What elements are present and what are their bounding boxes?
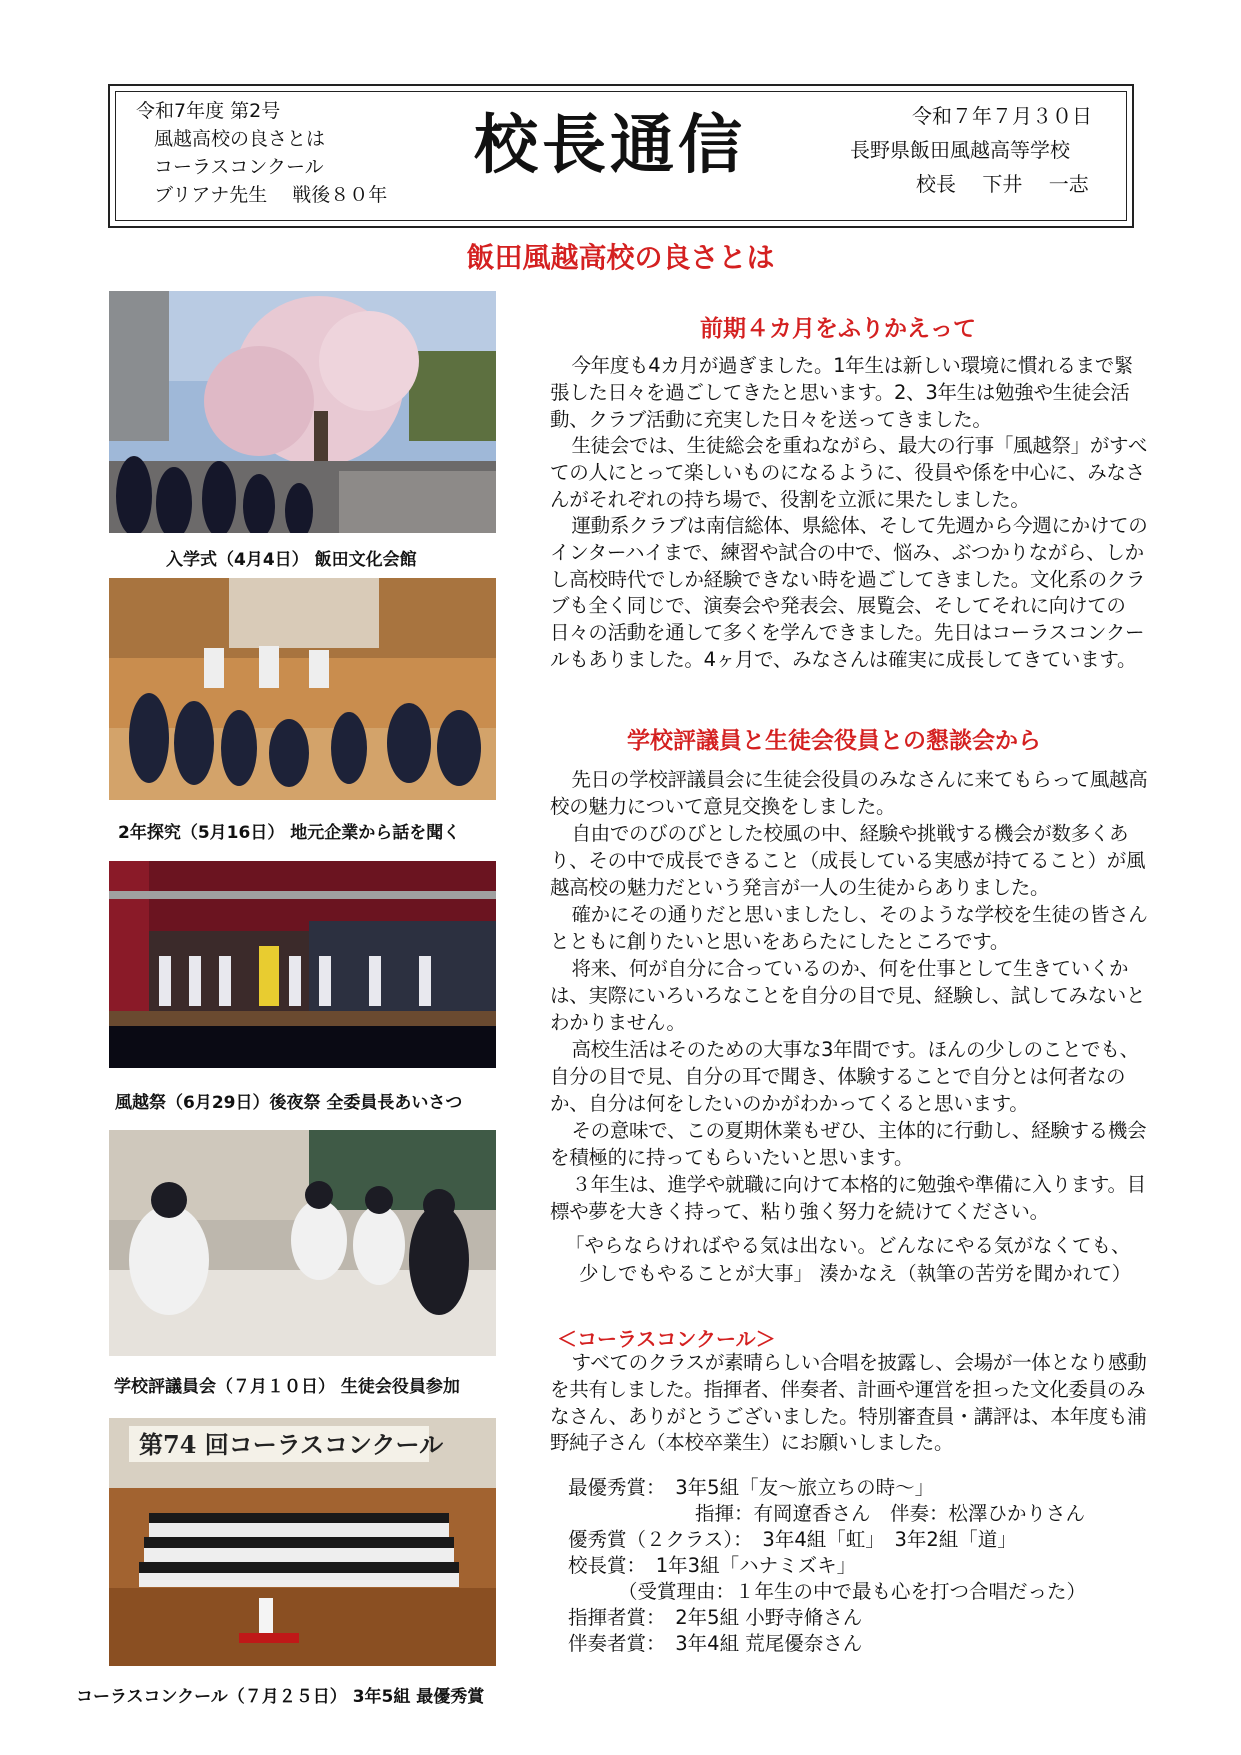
paragraph: 先日の学校評議員会に生徒会役員のみなさんに来てもらって風越高校の魅力について意見交換をしました。 <box>550 768 1148 818</box>
section-heading: 学校評議員と生徒会役員との懇談会から <box>627 728 1041 754</box>
award-line: 指揮：有岡遼香さん 伴奏：松澤ひかりさん <box>695 1502 1086 1525</box>
paragraph: すべてのクラスが素晴らしい合唱を披露し、会場が一体となり感動を共有しました。指揮者、伴奏者、計画や運営を担った文化委員のみなさん、ありがとうございました。特別審査員・講評は、本年度も浦野純子さん（本校卒業生）にお願いしました。 <box>550 1351 1147 1455</box>
photo-caption: コーラスコンクール（７月２５日） 3年5組 最優秀賞 <box>76 1687 485 1707</box>
quote-line: 少しでもやることが大事」 湊かなえ（執筆の苦労を聞かれて） <box>579 1262 1132 1285</box>
award-line: 校長賞： 1年3組「ハナミズキ」 <box>568 1554 857 1577</box>
award-line: 伴奏者賞： 3年4組 荒尾優奈さん <box>568 1632 863 1655</box>
award-line: 指揮者賞： 2年5組 小野寺脩さん <box>568 1606 863 1629</box>
chorus-heading: ＜コーラスコンクール＞ <box>557 1327 776 1351</box>
section-heading: 前期４カ月をふりかえって <box>700 316 976 342</box>
paragraph: 運動系クラブは南信総体、県総体、そして先週から今週にかけてのインターハイまで、練習や試合の中で、悩み、ぶつかりながら、しかし高校時代でしか経験できない時を過ごしてきました。文化系のクラブも全く同じで、演奏会や発表会、展覧会、そしてそれに向けての日々の活動を通して多くを学んできました。先日はコーラスコンクールもありました。4ヶ月で、みなさんは確実に成長してきています。 <box>550 514 1148 671</box>
photo-caption: 入学式（4月4日） 飯田文化会館 <box>166 550 417 570</box>
paragraph: 今年度も4カ月が過ぎました。1年生は新しい環境に慣れるまで緊張した日々を過ごしてきたと思います。2、3年生は勉強や生徒会活動、クラブ活動に充実した日々を送ってきました。 <box>550 354 1134 431</box>
issue-topic-3: ブリアナ先生 戦後８０年 <box>154 184 388 206</box>
paragraph: 将来、何が自分に合っているのか、何を仕事として生きていくかは、実際にいろいろなことを自分の目で見、経験し、試してみないとわかりません。 <box>550 957 1146 1034</box>
chorus-contest-photo <box>109 1418 496 1666</box>
award-line: 優秀賞（２クラス）： 3年4組「虹」 3年2組「道」 <box>568 1528 1017 1551</box>
paragraph: 確かにその通りだと思いましたし、そのような学校を生徒の皆さんとともに創りたいと思いをあらたにしたところです。 <box>550 903 1148 953</box>
issue-topic-1: 風越高校の良さとは <box>154 128 326 150</box>
photo-caption: 風越祭（6月29日）後夜祭 全委員長あいさつ <box>115 1093 463 1113</box>
paragraph: 生徒会では、生徒総会を重ねながら、最大の行事「風越祭」がすべての人にとって楽しいものになるように、役員や係を中心に、みなさんがそれぞれの持ち場で、役割を立派に果たしました。 <box>550 434 1148 511</box>
chorus-banner-text: 第74 回コーラスコンクール <box>139 1430 444 1459</box>
award-line: （受賞理由：１年生の中で最も心を打つ合唱だった） <box>618 1580 1087 1603</box>
newsletter-title: 校長通信 <box>474 108 746 183</box>
photo-caption: 2年探究（5月16日） 地元企業から話を聞く <box>118 823 461 843</box>
issue-topic-2: コーラスコンクール <box>154 156 324 178</box>
entrance-ceremony-photo <box>109 291 496 533</box>
council-meeting-photo <box>109 1130 496 1356</box>
inquiry-class-photo <box>109 578 496 800</box>
paragraph: その意味で、この夏期休業もぜひ、主体的に行動し、経験する機会を積極的に持ってもらいたいと思います。 <box>550 1119 1147 1169</box>
photo-caption: 学校評議員会（７月１０日） 生徒会役員参加 <box>114 1377 460 1397</box>
award-line: 最優秀賞： 3年5組「友～旅立ちの時～」 <box>568 1476 935 1499</box>
principal-name: 校長 下井 一志 <box>916 172 1089 196</box>
main-heading: 飯田風越高校の良さとは <box>466 241 775 274</box>
masthead <box>108 84 1134 228</box>
quote-line: 「やらならければやる気は出ない。どんなにやる気がなくても、 <box>565 1234 1131 1257</box>
issue-date: 令和７年７月３０日 <box>912 104 1092 128</box>
school-name: 長野県飯田風越高等学校 <box>850 138 1070 162</box>
paragraph: 高校生活はそのための大事な3年間です。ほんの少しのことでも、自分の目で見、自分の耳で聞き、体験することで自分とは何者なのか、自分は何をしたいのかがわかってくると思います。 <box>550 1038 1139 1115</box>
festival-stage-photo <box>109 861 496 1068</box>
paragraph: ３年生は、進学や就職に向けて本格的に勉強や準備に入ります。目標や夢を大きく持って、粘り強く努力を続けてください。 <box>550 1173 1146 1223</box>
issue-number: 令和7年度 第2号 <box>136 100 281 122</box>
quote <box>565 1232 1165 1288</box>
paragraph: 自由でのびのびとした校風の中、経験や挑戦する機会が数多くあり、その中で成長できること（成長している実感が持てること）が風越高校の魅力だという発言が一人の生徒からありました。 <box>550 822 1146 899</box>
